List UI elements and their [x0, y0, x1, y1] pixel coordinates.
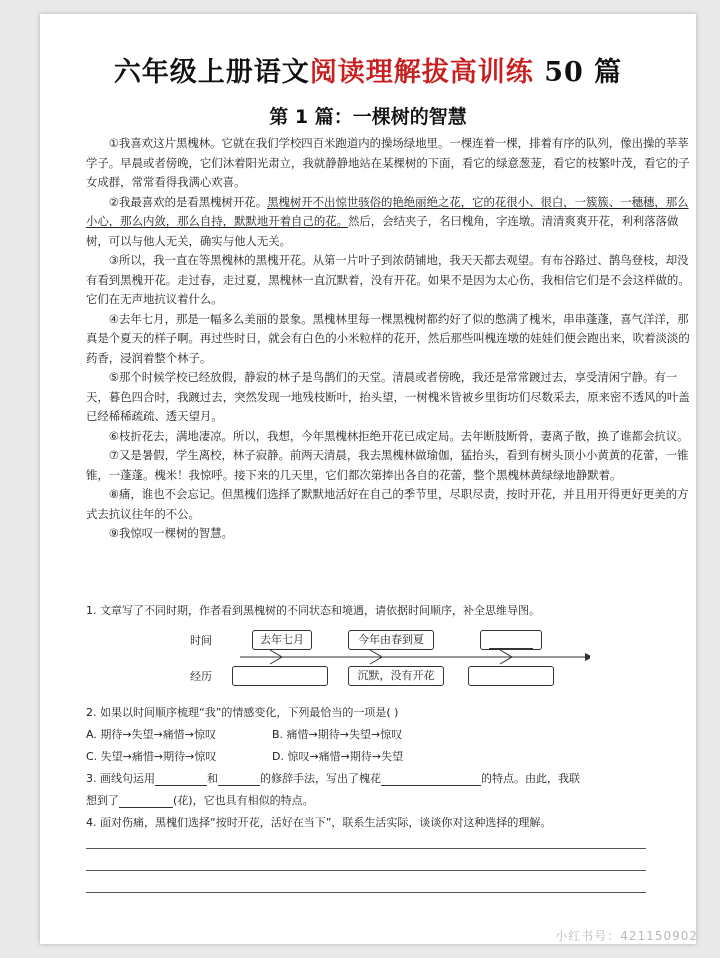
option-b[interactable]: B. 痛惜→期待→失望→惊叹 [272, 728, 403, 741]
option-a[interactable]: A. 期待→失望→痛惜→惊叹 [86, 728, 216, 741]
option-c[interactable]: C. 失望→痛惜→期待→惊叹 [86, 750, 217, 763]
paragraph-5: ⑤那个时候学校已经放假，静寂的林子是鸟鹊们的天堂。清晨或者傍晚，我还是常常踱过去，享受清闲宁静。有一天，暮色四合时，我踱过去，突然发现一地残枝断叶，抬头望，一树槐米皆被乡里街坊们尽数采去，原来密不透风的叶盖已经稀稀疏疏、透天望月。 [86, 370, 690, 423]
answer-line-3[interactable] [86, 892, 646, 893]
paragraph-2-end: 然后，会结夹子，名曰槐角，字连墩。清清爽爽开花，利利落落做树，可以与他人无关，确实与他人无关。 [86, 214, 679, 248]
question-4: 4. 面对伤痛，黑槐们选择“按时开花，活好在当下”，联系生活实际，谈谈你对这种选择的理解。 [86, 816, 552, 829]
paragraph-8: ⑧痛，谁也不会忘记。但黑槐们选择了默默地活好在自己的季节里，尽职尽责，按时开花，并且用开得更好更美的方式去抗议往年的不公。 [86, 487, 689, 521]
title-red-part: 阅读理解拔高训练 [309, 57, 534, 88]
q3-blank-2[interactable] [218, 773, 260, 786]
time-blank[interactable] [489, 638, 533, 649]
passage-title: 第 1 篇：一棵树的智慧 [269, 106, 467, 128]
title-black-part: 六年级上册语文 [113, 57, 310, 88]
time-label: 时间 [190, 634, 212, 647]
question-2: 2. 如果以时间顺序梳理“我”的情感变化，下列最恰当的一项是( ) [86, 706, 399, 719]
option-d[interactable]: D. 惊叹→痛惜→期待→失望 [272, 750, 404, 763]
paragraph-9: ⑨我惊叹一棵树的智慧。 [108, 526, 233, 540]
q3-text-b: 和 [207, 772, 218, 785]
time-box-2: 今年由春到夏 [348, 630, 434, 650]
document-title [40, 50, 696, 89]
worksheet-page [40, 14, 696, 944]
question-1: 1. 文章写了不同时期，作者看到黑槐树的不同状态和境遇，请依据时间顺序，补全思维导图。 [86, 604, 540, 617]
paragraph-4: ④去年七月，那是一幅多么美丽的景象。黑槐林里每一棵黑槐树都约好了似的憋满了槐米，串串蓬蓬，喜气洋洋，那真是个夏天的样子啊。再过些时日，就会有白色的小米粒样的花开，然后那些叫槐连墩的娃娃们便会跑出来，吹着淡淡的药香，浸润着整个林子。 [86, 311, 690, 365]
answer-line-2[interactable] [86, 870, 646, 871]
question-3-line-2 [86, 792, 314, 808]
experience-box-2: 沉默，没有开花 [348, 666, 444, 686]
experience-box-3-blank[interactable] [468, 666, 554, 686]
paragraph-1: ①我喜欢这片黑槐林。它就在我们学校四百米跑道内的操场绿地里。一棵连着一棵，排着有序的队列，像出操的莘莘学子。早晨或者傍晚，它们沐着阳光肃立，我就静静地站在某棵树的下面，看它的绿意葱茏，看它的枝繁叶茂，看它的子女成群，常常看得我满心欢喜。 [86, 136, 690, 189]
mind-map [190, 628, 590, 688]
q3-text-a: 3. 画线句运用 [86, 772, 155, 785]
q3-blank-3[interactable] [381, 773, 481, 786]
title-tail-part: 50 篇 [533, 57, 623, 88]
time-box-3-blank[interactable] [480, 630, 542, 650]
underlined-sentence: 黑槐树开不出惊世骇俗的艳绝丽绝之花，它的花很小、很白，一簇簇、一穗穗，那么小心，那么内敛，那么自持，默默地开着自己的花。 [86, 194, 689, 228]
experience-box-1-blank[interactable] [232, 666, 328, 686]
q3-text-e: 想到了 [86, 794, 119, 807]
time-box-1: 去年七月 [252, 630, 312, 650]
reading-passage [86, 134, 698, 544]
paragraph-3: ③所以，我一直在等黑槐林的黑槐开花。从第一片叶子到浓荫铺地，我天天都去观望。有布谷路过、鹊鸟登枝，却没有看到黑槐开花。走过春，走过夏，黑槐林一直沉默着，没有开花。如果不是因为太心伤，我相信它们是不会这样做的。它们在无声地抗议着什么。 [86, 253, 690, 306]
q3-blank-4[interactable] [119, 795, 173, 808]
q3-blank-1[interactable] [155, 773, 207, 786]
paragraph-6: ⑥枝折花去，满地凄凉。所以，我想，今年黑槐林拒绝开花已成定局。去年断肢断骨，妻离子散，换了谁都会抗议。 [108, 428, 689, 443]
paragraph-7: ⑦又是暑假，学生离校，林子寂静。前两天清晨，我去黑槐林做瑜伽，猛抬头，看到有树头顶小小黄黄的花蕾，一锥锥，一蓬蓬。槐米！我惊呼。接下来的几天里，它们都次第捧出各自的花蕾，整个黑槐林黄绿绿地静默着。 [86, 448, 689, 482]
paragraph-2 [86, 193, 698, 252]
watermark: 小红书号：421150902 [555, 929, 698, 943]
q3-text-c: 的修辞手法，写出了槐花 [260, 772, 381, 785]
paragraph-2-start: ②我最喜欢的是看黑槐树开花。 [108, 194, 268, 209]
q3-text-d: 的特点。由此，我联 [481, 772, 580, 785]
question-3-line-1 [86, 770, 580, 786]
q3-text-f: (花)，它也具有相似的特点。 [173, 794, 314, 807]
answer-line-1[interactable] [86, 848, 646, 849]
experience-label: 经历 [190, 670, 212, 683]
